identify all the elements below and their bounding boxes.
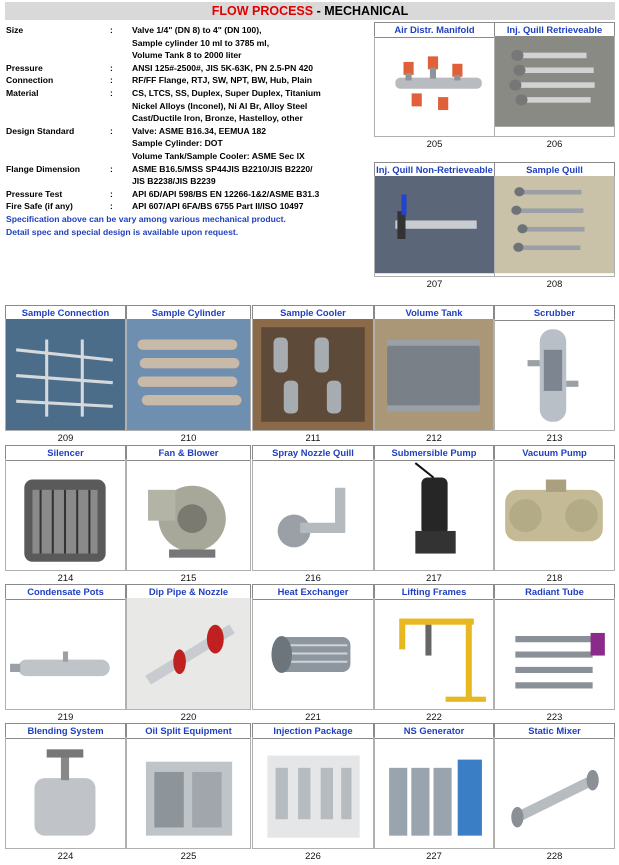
page-title [5,2,615,20]
product-number: 219 [57,711,74,722]
spec-row [6,163,374,188]
product-card [126,305,251,445]
product-card [494,584,615,724]
spec-value-line: Sample cylinder 10 ml to 3785 ml, [132,37,270,48]
product-card [252,305,374,445]
spec-value-line: Volume Tank/Sample Cooler: ASME Sec IX [132,150,305,161]
product-card [374,445,494,585]
spec-note-2: Detail spec and special design is available upon request. [6,227,239,238]
product-number: 220 [180,711,197,722]
product-image [494,176,615,277]
spec-row [6,200,374,213]
product-name: Silencer [5,445,126,461]
spec-label: Material [6,87,39,98]
spec-colon: : [110,75,113,86]
product-card [374,723,494,863]
spec-value-line: Cast/Ductile Iron, Bronze, Hastelloy, other [132,113,303,124]
product-name: Inj. Quill Non-Retrieveable [374,162,495,178]
product-image [5,598,126,710]
spec-row [6,74,374,87]
product-image [252,598,374,710]
spec-colon: : [110,87,113,98]
product-number: 211 [305,432,321,443]
product-card [374,22,495,151]
specification-block [6,24,374,240]
product-image [126,737,251,849]
product-illustration [253,319,373,430]
product-number: 209 [57,432,74,443]
spec-value [132,62,374,75]
product-card [252,445,374,585]
product-name: Radiant Tube [494,584,615,600]
product-image [5,459,126,571]
product-image [374,737,494,849]
spec-colon: : [110,188,113,199]
product-illustration [495,598,614,709]
product-name: Sample Cooler [252,305,374,321]
product-card [374,162,495,291]
spec-colon: : [110,125,113,136]
product-name: Dip Pipe & Nozzle [126,584,251,600]
product-number: 221 [305,711,321,722]
product-name: Lifting Frames [374,584,494,600]
product-number: 227 [426,850,442,861]
product-illustration [495,36,614,136]
product-image [374,319,494,431]
product-name: Vacuum Pump [494,445,615,461]
spec-colon: : [110,62,113,73]
product-illustration [6,459,125,570]
product-number: 228 [546,850,563,861]
product-number: 222 [426,711,442,722]
product-name: NS Generator [374,723,494,739]
spec-value-line: Volume Tank 8 to 2000 liter [132,50,242,61]
spec-value-line: CS, LTCS, SS, Duplex, Super Duplex, Titanium [132,87,321,98]
product-image [252,737,374,849]
spec-row [6,188,374,201]
spec-row [6,125,374,163]
product-image [374,176,495,277]
spec-value-line: Nickel Alloys (Inconel), Ni Al Br, Alloy Steel [132,100,308,111]
product-card [126,584,251,724]
product-name: Sample Quill [494,162,615,178]
product-image [494,319,615,431]
product-illustration [495,319,614,430]
product-image [494,459,615,571]
product-number: 213 [546,432,563,443]
spec-label: Fire Safe (if any) [6,201,73,212]
product-illustration [6,319,125,430]
spec-value-line: Valve 1/4" (DN 8) to 4" (DN 100), [132,25,262,35]
product-illustration [375,319,493,430]
product-illustration [495,176,614,276]
product-image [374,598,494,710]
product-image [374,459,494,571]
product-image [494,36,615,137]
product-card [494,162,615,291]
product-card [126,723,251,863]
product-illustration [375,459,493,570]
product-card [494,445,615,585]
product-name: Blending System [5,723,126,739]
product-illustration [495,737,614,848]
product-illustration [375,737,493,848]
spec-value [132,87,374,125]
product-name: Submersible Pump [374,445,494,461]
spec-value [132,24,374,62]
product-illustration [6,598,125,709]
product-illustration [253,737,373,848]
product-card [252,584,374,724]
product-number: 205 [426,138,443,149]
product-illustration [253,459,373,570]
product-number: 217 [426,572,442,583]
product-name: Volume Tank [374,305,494,321]
product-name: Inj. Quill Retrieveable [494,22,615,38]
product-illustration [375,176,494,276]
product-name: Sample Connection [5,305,126,321]
product-card [5,305,126,445]
product-image [126,459,251,571]
product-name: Spray Nozzle Quill [252,445,374,461]
spec-value-line: Sample Cylinder: DOT [132,138,223,149]
spec-label: Flange Dimension [6,163,81,174]
product-card [252,723,374,863]
spec-value-line: JIS B2238/JIS B2239 [132,176,216,187]
product-card [5,445,126,585]
product-illustration [127,459,250,570]
spec-row [6,62,374,75]
spec-colon: : [110,163,113,174]
product-image [5,737,126,849]
product-illustration [375,36,494,136]
product-illustration [375,598,493,709]
spec-value-line: API 607/API 6FA/BS 6755 Part II/ISO 10497 [132,201,304,212]
product-name: Fan & Blower [126,445,251,461]
spec-value-line: ANSI 125#-2500#, JIS 5K-63K, PN 2.5-PN 420 [132,62,314,73]
product-card [5,584,126,724]
product-image [252,319,374,431]
spec-value [132,200,374,213]
product-image [494,737,615,849]
spec-value-line: API 6D/API 598/BS EN 12266-1&2/ASME B31.3 [132,188,320,199]
spec-row [6,87,374,125]
product-card [374,305,494,445]
product-illustration [253,598,373,709]
spec-label: Size [6,25,24,35]
product-number: 206 [546,138,563,149]
product-name: Scrubber [494,305,615,321]
title-red-part: FLOW PROCESS [211,4,314,18]
spec-value-line: RF/FF Flange, RTJ, SW, NPT, BW, Hub, Plain [132,75,312,86]
product-illustration [127,319,250,430]
product-number: 207 [426,278,443,289]
product-name: Air Distr. Manifold [374,22,495,38]
product-name: Static Mixer [494,723,615,739]
spec-colon: : [110,25,113,35]
product-card [494,22,615,151]
product-number: 226 [305,850,321,861]
product-number: 218 [546,572,563,583]
product-number: 210 [180,432,197,443]
spec-value [132,188,374,201]
product-card [494,723,615,863]
product-card [374,584,494,724]
product-card [494,305,615,445]
spec-note-1: Specification above can be vary among various mechanical product. [6,213,286,224]
spec-value [132,125,374,163]
product-illustration [6,737,125,848]
spec-value-line: Valve: ASME B16.34, EEMUA 182 [132,125,267,136]
spec-label: Pressure [6,62,43,73]
product-number: 208 [546,278,563,289]
product-image [374,36,495,137]
spec-colon: : [110,201,113,212]
product-illustration [127,737,250,848]
product-illustration [495,459,614,570]
spec-label: Pressure Test [6,188,63,199]
product-number: 223 [546,711,563,722]
product-image [494,598,615,710]
spec-label: Connection [6,75,54,86]
product-number: 216 [305,572,321,583]
product-number: 224 [57,850,74,861]
product-name: Sample Cylinder [126,305,251,321]
spec-value-line: ASME B16.5/MSS SP44JIS B2210/JIS B2220/ [132,163,313,174]
product-image [5,319,126,431]
product-number: 225 [180,850,197,861]
product-name: Injection Package [252,723,374,739]
product-card [126,445,251,585]
spec-label: Design Standard [6,125,75,136]
product-image [252,459,374,571]
product-illustration [127,598,250,709]
product-number: 212 [426,432,442,443]
product-image [126,319,251,431]
product-number: 214 [57,572,74,583]
product-number: 215 [180,572,197,583]
spec-value [132,74,374,87]
product-name: Heat Exchanger [252,584,374,600]
product-name: Oil Split Equipment [126,723,251,739]
spec-value [132,163,374,188]
spec-row [6,24,374,62]
product-image [126,598,251,710]
title-black-part: - MECHANICAL [313,4,409,18]
product-name: Condensate Pots [5,584,126,600]
product-card [5,723,126,863]
